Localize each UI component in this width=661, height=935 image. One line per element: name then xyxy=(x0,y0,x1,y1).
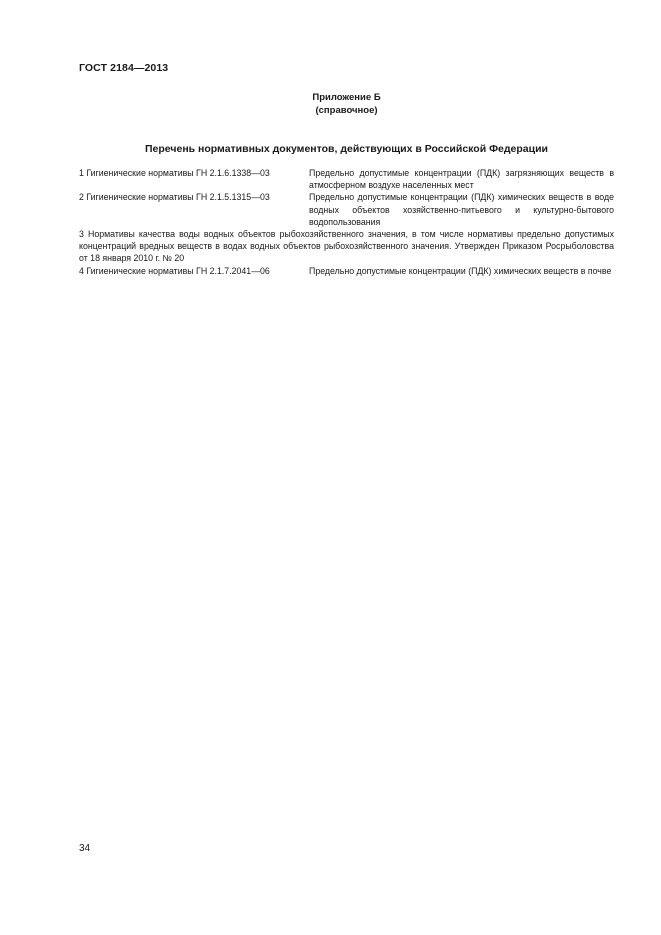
section-heading: Перечень нормативных документов, действующих в Российской Федерации xyxy=(145,143,548,155)
appendix-title-block xyxy=(79,91,614,117)
reference-description: Предельно допустимые концентрации (ПДК) химических веществ в почве xyxy=(309,265,612,276)
reference-item: 3 Нормативы качества воды водных объектов рыбохозяйственного значения, в том числе нормативы предельно допустимых концентраций вредных веществ в водах водных объектов рыбохозяйственного значения. Утвержден Приказом Росрыболовства от 18 января 2010 г. № 20 xyxy=(79,229,614,264)
document-code: ГОСТ 2184—2013 xyxy=(79,62,169,74)
reference-description: Предельно допустимые концентрации (ПДК) химических веществ в воде водных объектов хозяйственно-питьевого и культурно-бытового водопользования xyxy=(309,192,614,227)
references-list xyxy=(79,167,614,277)
page-number: 34 xyxy=(79,843,91,854)
reference-description: Предельно допустимые концентрации (ПДК) загрязняющих веществ в атмосферном воздухе населенных мест xyxy=(309,168,614,191)
reference-id: 2 Гигиенические нормативы ГН 2.1.5.1315—03 xyxy=(79,192,270,203)
appendix-subtitle: (справочное) xyxy=(315,105,378,116)
reference-item xyxy=(79,265,614,277)
appendix-title: Приложение Б xyxy=(312,92,381,103)
reference-item xyxy=(79,191,614,228)
reference-id: 1 Гигиенические нормативы ГН 2.1.6.1338—03 xyxy=(79,168,270,178)
reference-item xyxy=(79,167,614,191)
reference-id: 4 Гигиенические нормативы ГН 2.1.7.2041—06 xyxy=(79,265,270,276)
